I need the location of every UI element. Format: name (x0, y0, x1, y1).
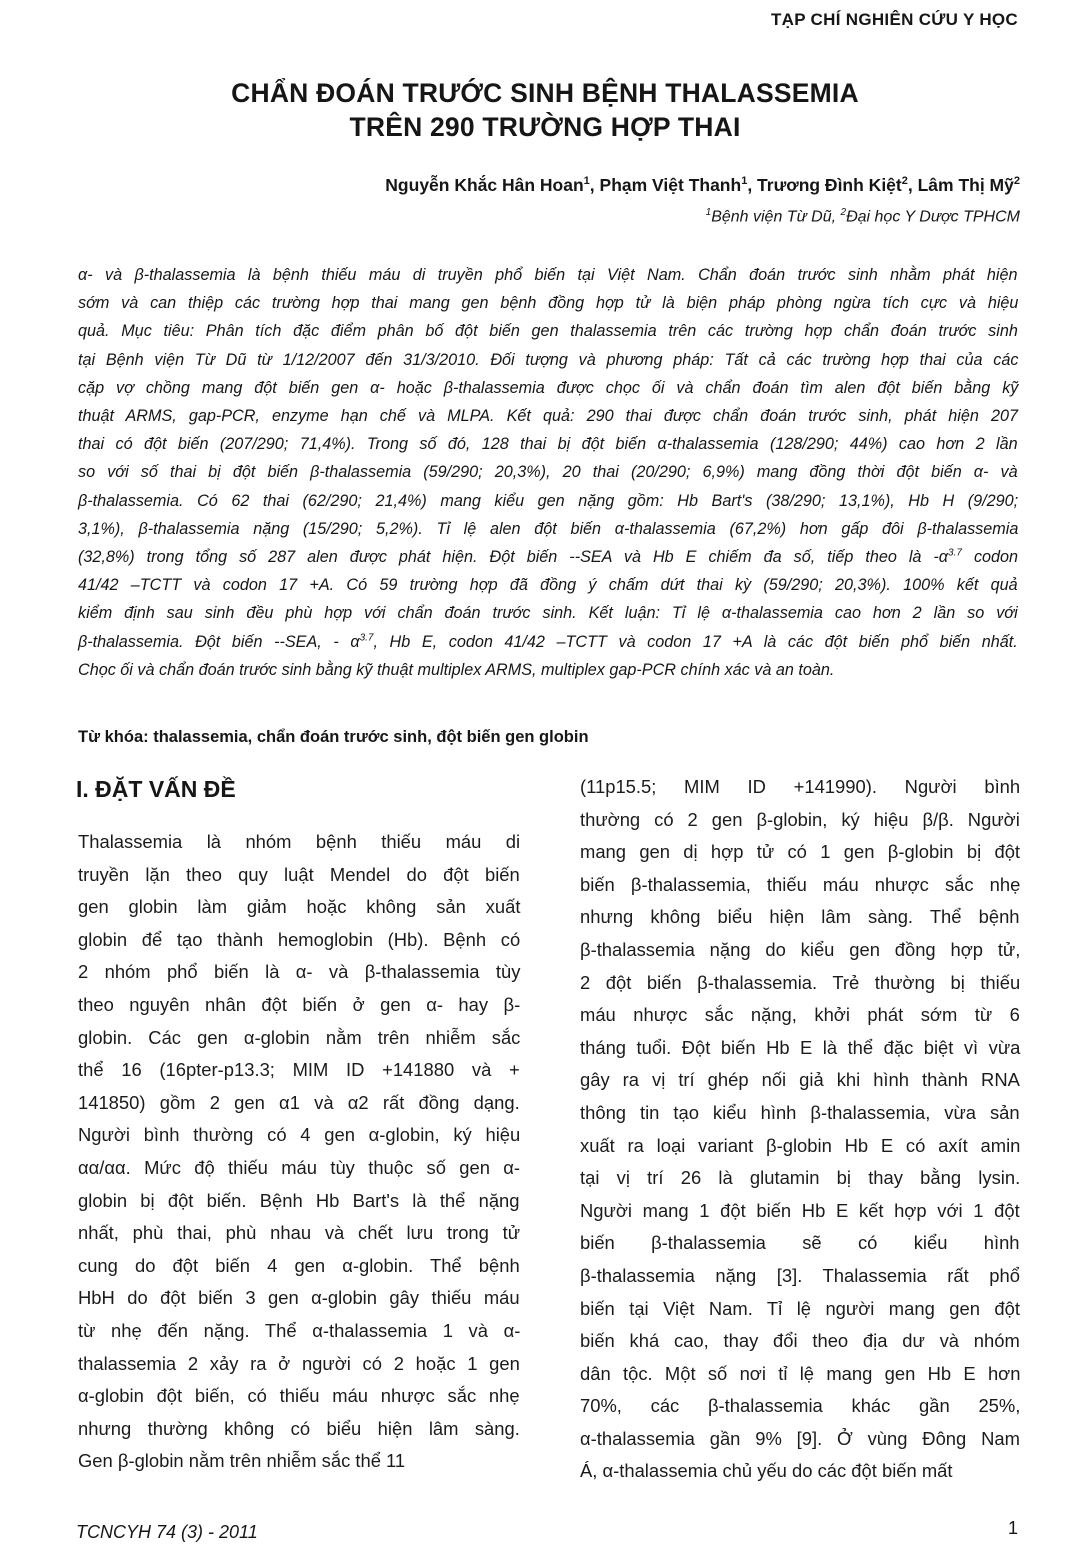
affiliation-mark: 2 (901, 175, 908, 188)
abstract-line: cặp vợ chồng mang đột biến gen α- hoặc β-thalassemia được chọc ối và chẩn đoán tìm alen đột biến bằng kỹ (78, 378, 1019, 397)
body-text-line: Á, α-thalassemia chủ yếu do các đột biến mất (580, 1460, 953, 1482)
body-text-line: nhất, phù thai, phù nhau và chết lưu trong tử (78, 1222, 521, 1244)
keywords: Từ khóa: thalassemia, chẩn đoán trước sinh, đột biến gen globin (78, 728, 589, 746)
abstract-line: tại Bệnh viện Từ Dũ từ 1/12/2007 đến 31/3/2010. Đối tượng và phương pháp: Tất cả các trường hợp thai của các (78, 350, 1019, 369)
affiliation-mark: 1 (583, 175, 590, 188)
body-text-line: 70%, các β-thalassemia khác gần 25%, (580, 1395, 1021, 1417)
body-text-line: gen globin làm giảm hoặc không sản xuất (78, 896, 521, 918)
body-text-line: globin bị đột biến. Bệnh Hb Bart's là thể nặng (78, 1189, 520, 1211)
abstract-line: quả. Mục tiêu: Phân tích đặc điểm phân bố đột biến gen thalassemia trên các trường hợp chẩn đoán trước sinh (78, 322, 1018, 341)
body-text-line: α-thalassemia gần 9% [9]. Ở vùng Đông Nam (580, 1427, 1020, 1449)
body-text-line: HbH do đột biến 3 gen α-globin gây thiếu máu (78, 1287, 520, 1309)
page-number: 1 (1007, 1518, 1018, 1538)
affiliation-text: Đại học Y Dược TPHCM (846, 208, 1020, 226)
body-text-line: β-thalassemia nặng do kiểu gen đồng hợp tử, (580, 938, 1021, 960)
body-text-line: tháng tuổi. Đột biến Hb E là thể đặc biệt vì vừa (580, 1036, 1021, 1058)
body-text-line: biến β-thalassemia sẽ có kiểu hình (580, 1232, 1020, 1254)
body-text-line: dân tộc. Một số nơi tỉ lệ mang gen Hb E hơn (580, 1362, 1021, 1384)
affiliation-mark: 1 (741, 175, 748, 188)
article-title (0, 76, 1090, 144)
body-text-line: thalassemia 2 xảy ra ở người có 2 hoặc 1 gen (78, 1352, 520, 1374)
abstract-text: β-thalassemia. Đột biến --SEA, - α (78, 632, 360, 651)
author-separator: , (589, 175, 600, 195)
body-text-line: truyền lặn theo quy luật Mendel do đột biến (78, 863, 520, 885)
author-list (385, 175, 1020, 196)
body-text-line: Người bình thường có 4 gen α-globin, ký hiệu (78, 1124, 521, 1146)
body-text-line: 2 nhóm phổ biến là α- và β-thalassemia tùy (78, 961, 521, 983)
body-text-line: máu nhược sắc nặng, khởi phát sớm từ 6 (580, 1004, 1020, 1026)
body-text-line: gây ra vị trí ghép nối giả khi hình thành RNA (580, 1069, 1020, 1091)
left-column (78, 826, 520, 1478)
body-text-line: thông tin tạo kiểu hình β-thalassemia, vừa sản (580, 1101, 1020, 1123)
body-text-line: theo nguyên nhân đột biến ở gen α- hay β- (78, 993, 521, 1015)
body-text-line: 2 đột biến β-thalassemia. Trẻ thường bị thiếu (580, 971, 1021, 993)
author-separator: , (747, 175, 758, 195)
body-text-line: α-globin đột biến, có thiếu máu nhược sắc nhẹ (78, 1385, 520, 1407)
author-name: Phạm Việt Thanh (599, 175, 742, 195)
body-text-line: thường có 2 gen β-globin, ký hiệu β/β. Người (580, 808, 1020, 830)
body-text-line: (11p15.5; MIM ID +141990). Người bình (580, 776, 1021, 797)
author-name: Lâm Thị Mỹ (917, 175, 1014, 195)
body-text-line: thể 16 (16pter-p13.3; MIM ID +141880 và + (78, 1059, 520, 1081)
abstract-line (78, 543, 1018, 571)
abstract-line: 3,1%), β-thalassemia nặng (15/290; 5,2%). Tỉ lệ alen đột biến α-thalassemia (67,2%) hơn gấp đôi β-thalassemia (78, 519, 1019, 538)
body-text-line: tại vị trí 26 là glutamin bị thay bằng lysin. (580, 1167, 1021, 1189)
body-text-line: nhưng thường không có biểu hiện lâm sàng. (78, 1417, 520, 1439)
abstract-line: sớm và can thiệp các trường hợp thai mang gen bệnh đồng hợp tử là biện pháp phòng ngừa tích cực và hiệu (78, 294, 1019, 313)
abstract-text: , Hb E, codon 41/42 –TCTT và codon 17 +A là các đột biến phổ biến nhất. (373, 632, 1018, 651)
body-text-line: biến khá cao, thay đổi theo địa dư và nhóm (580, 1330, 1020, 1352)
affiliations (706, 207, 1020, 226)
abstract-line: Chọc ối và chẩn đoán trước sinh bằng kỹ thuật multiplex ARMS, multiplex gap-PCR chính xác và an toàn. (78, 660, 835, 679)
affiliation-mark: 2 (1013, 175, 1020, 188)
superscript: 3.7 (359, 632, 374, 644)
body-text-line: β-thalassemia nặng [3]. Thalassemia rất phổ (580, 1264, 1020, 1286)
abstract-line: α- và β-thalassemia là bệnh thiếu máu di truyền phổ biến tại Việt Nam. Chẩn đoán trước sinh nhằm phát hiện (78, 266, 1018, 284)
body-text-line: mang gen dị hợp tử có 1 gen β-globin bị đột (580, 841, 1021, 863)
abstract-line: thuật ARMS, gap-PCR, enzyme hạn chế và MLPA. Kết quả: 290 thai được chẩn đoán trước sinh, phát hiện 207 (78, 407, 1018, 426)
abstract-line: 41/42 –TCTT và codon 17 +A. Có 59 trường hợp đã đồng ý chấm dứt thai kỳ (59/290; 20,3%). 100% kết quả (78, 576, 1018, 595)
body-text-line: xuất ra loại variant β-globin Hb E có axít amin (580, 1134, 1021, 1156)
abstract (78, 261, 1018, 684)
body-text-line: cung do đột biến 4 gen α-globin. Thể bệnh (78, 1254, 520, 1276)
abstract-line: β-thalassemia. Có 62 thai (62/290; 21,4%) mang kiểu gen nặng gồm: Hb Bart's (38/290; 13,1%), Hb H (9/290; (78, 491, 1019, 510)
body-text-line: αα/αα. Mức độ thiếu máu tùy thuộc số gen α- (78, 1156, 521, 1178)
body-text-line: biến β-thalassemia, thiếu máu nhược sắc nhẹ (580, 873, 1021, 895)
abstract-text: (32,8%) trong tổng số 287 alen được phát hiện. Đột biến --SEA và Hb E chiếm đa số, tiếp theo là -α (78, 548, 949, 567)
abstract-text: codon (961, 548, 1019, 567)
abstract-line (78, 628, 1018, 656)
body-text-line: từ nhẹ đến nặng. Thể α-thalassemia 1 và α- (78, 1319, 521, 1341)
body-text-line: 141850) gồm 2 gen α1 và α2 rất đồng dạng. (78, 1091, 520, 1113)
journal-name: TẠP CHÍ NGHIÊN CỨU Y HỌC (770, 10, 1018, 29)
body-text-line: Người mang 1 đột biến Hb E kết hợp với 1 đột (580, 1199, 1020, 1221)
author-separator: , (907, 175, 918, 195)
affiliation-mark: 2 (840, 207, 847, 218)
body-text-line: biến tại Việt Nam. Tỉ lệ người mang gen đột (580, 1297, 1020, 1319)
article-title-line: TRÊN 290 TRƯỜNG HỢP THAI (349, 112, 741, 142)
author-name: Trương Đình Kiệt (757, 175, 902, 195)
section-heading: I. ĐẶT VẤN ĐỀ (76, 776, 236, 802)
abstract-line: kiểm định sau sinh đều phù hợp với chẩn đoán trước sinh. Kết luận: Tỉ lệ α-thalassemia cao hơn 2 lần so với (78, 604, 1018, 623)
abstract-line: so với số thai bị đột biến β-thalassemia (59/290; 20,3%), 20 thai (20/290; 6,9%) mang đồng thời đột biến α- và (78, 463, 1018, 482)
footer-citation: TCNCYH 74 (3) - 2011 (76, 1522, 258, 1542)
body-text-line: Thalassemia là nhóm bệnh thiếu máu di (78, 831, 521, 852)
body-text-line: globin. Các gen α-globin nằm trên nhiễm sắc (78, 1026, 521, 1048)
right-column (580, 771, 1020, 1488)
article-title-line: CHẨN ĐOÁN TRƯỚC SINH BỆNH THALASSEMIA (231, 78, 859, 108)
author-name: Nguyễn Khắc Hân Hoan (385, 175, 584, 195)
superscript: 3.7 (948, 547, 962, 559)
affiliation-mark: 1 (705, 207, 712, 218)
body-text-line: nhưng không biểu hiện lâm sàng. Thể bệnh (580, 906, 1020, 928)
affiliation-text: Bệnh viện Từ Dũ, (711, 208, 841, 226)
body-text-line: globin để tạo thành hemoglobin (Hb). Bệnh có (78, 928, 521, 950)
abstract-line: thai có đột biến (207/290; 71,4%). Trong số đó, 128 thai bị đột biến α-thalassemia (128/290; 44%) cao hơn 2 lần (78, 435, 1018, 454)
body-text-line: Gen β-globin nằm trên nhiễm sắc thể 11 (78, 1450, 406, 1472)
